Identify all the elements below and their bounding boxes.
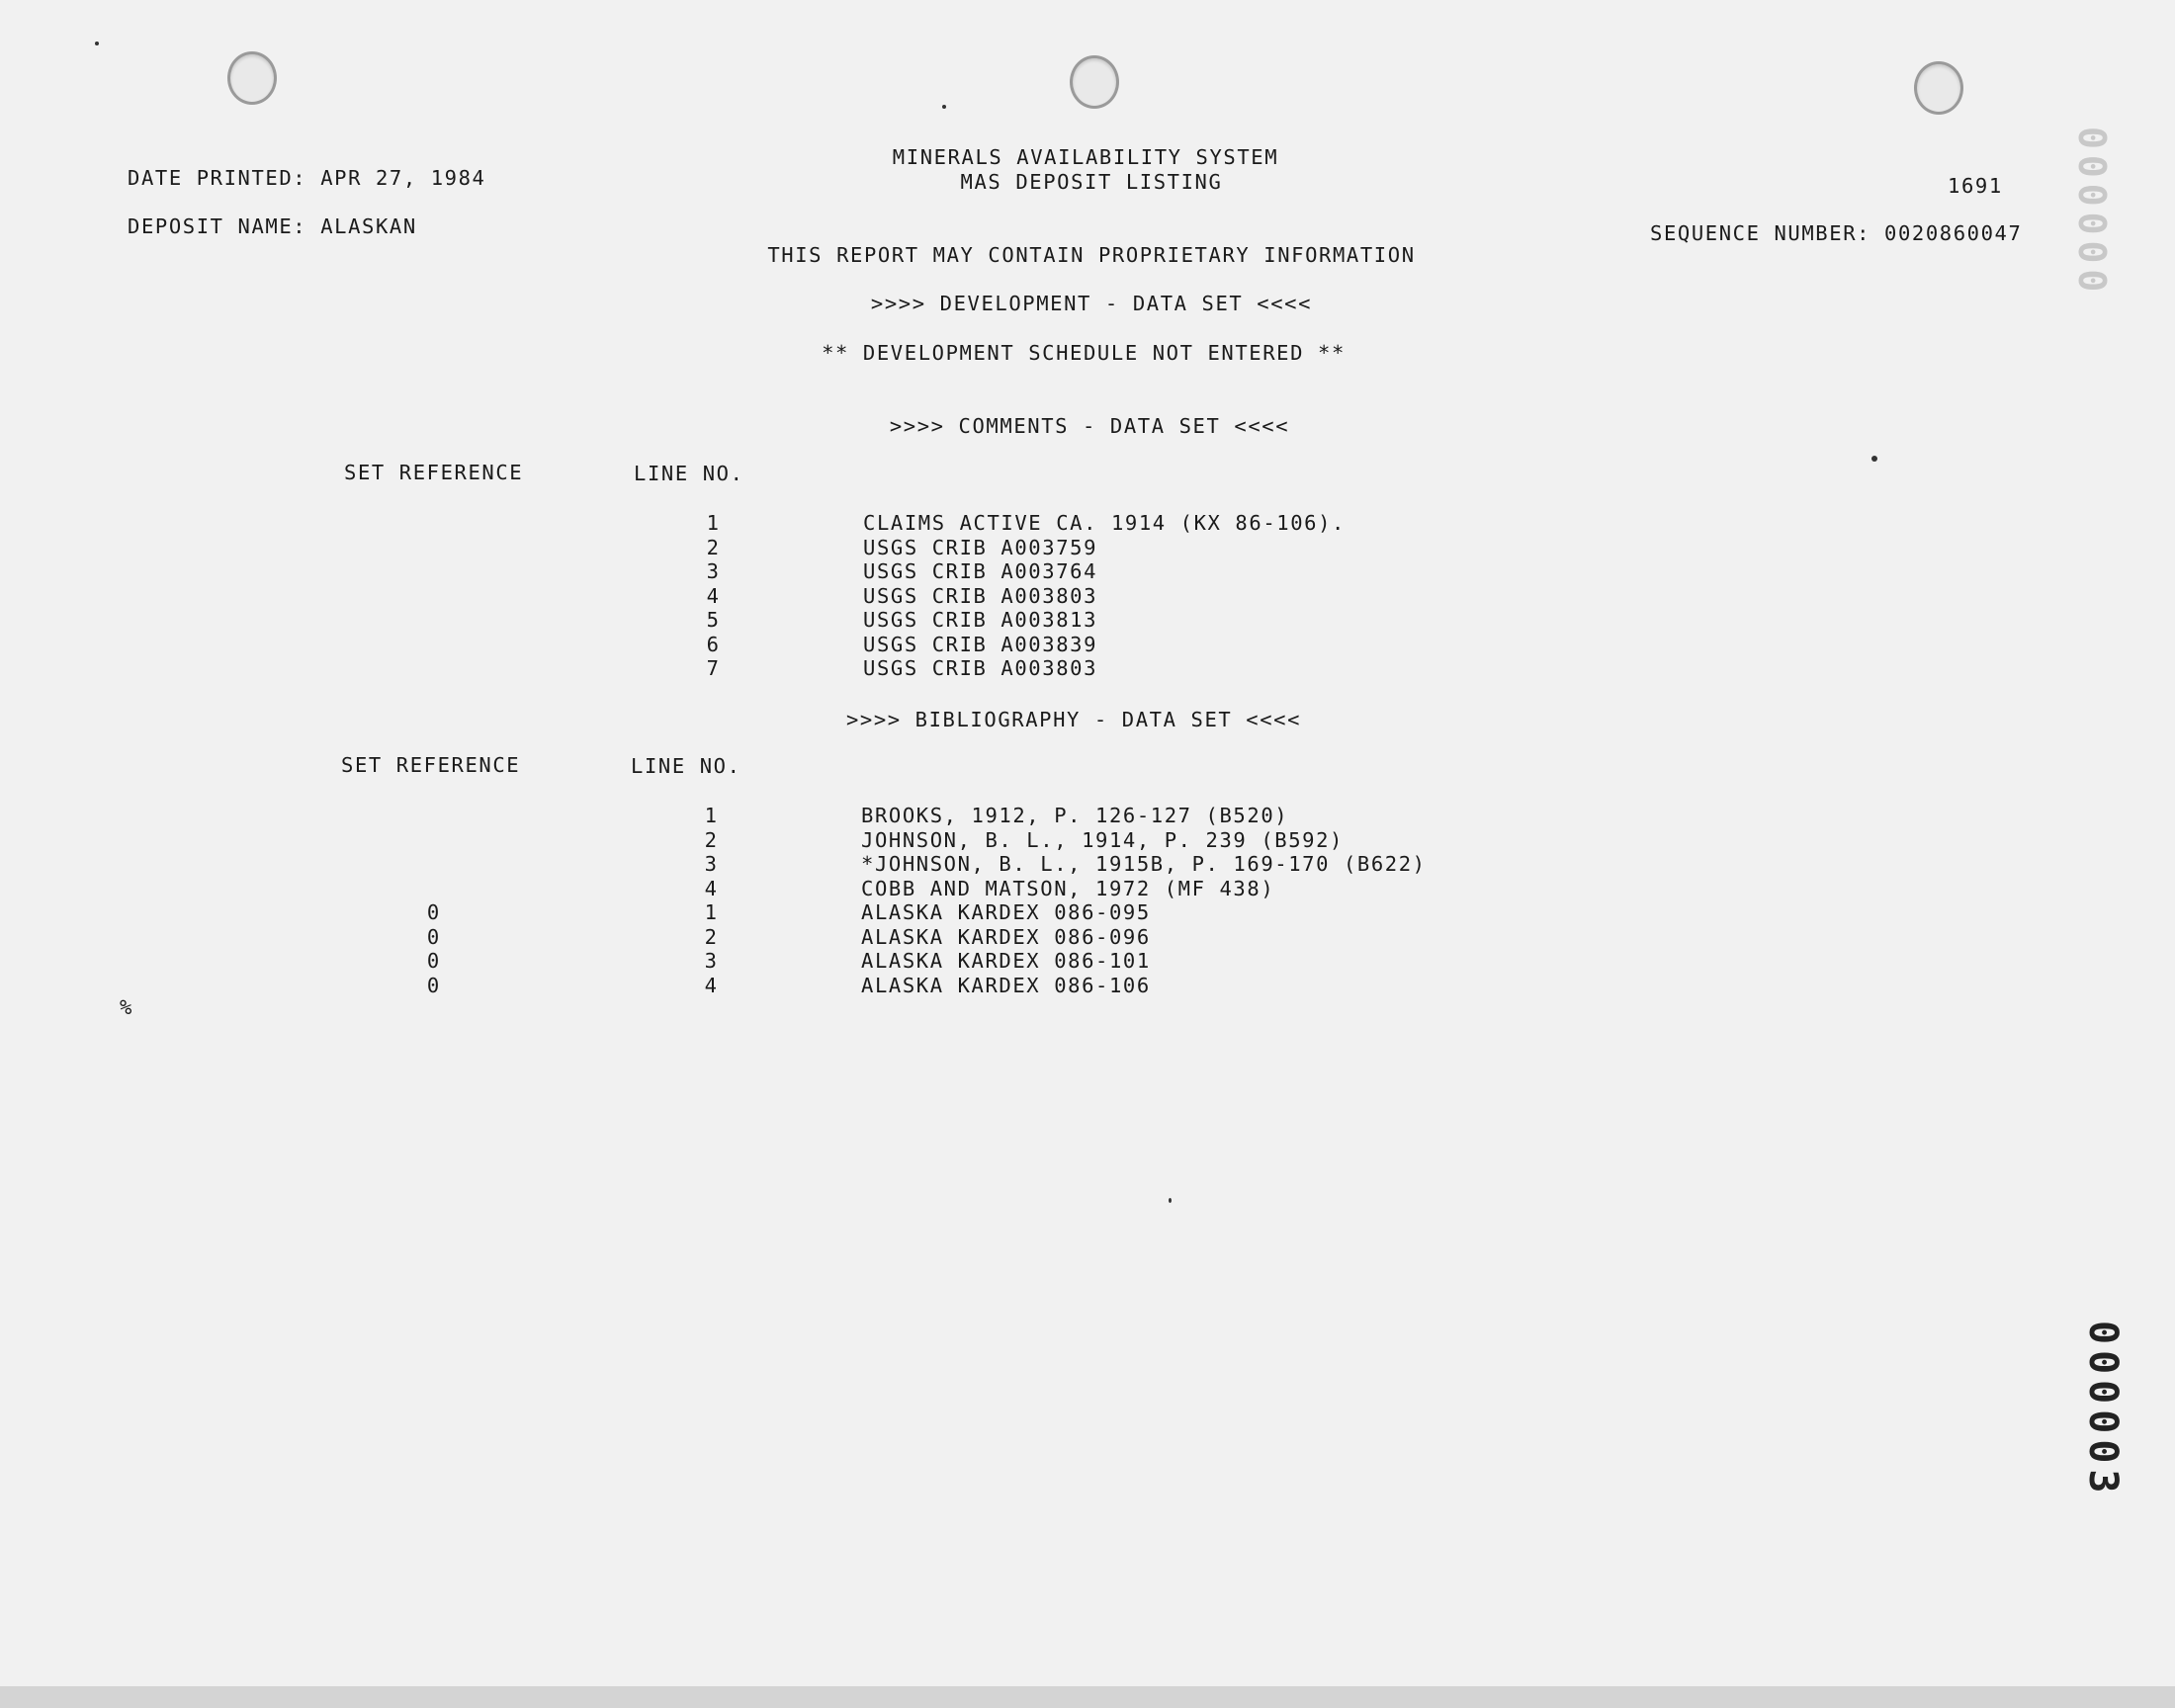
entry-text: ALASKA KARDEX 086-095 bbox=[861, 900, 1151, 924]
comments-col-line-no: LINE NO. bbox=[634, 462, 744, 485]
comments-col-set-reference: SET REFERENCE bbox=[344, 461, 524, 484]
set-reference-cell: 0 bbox=[426, 973, 440, 997]
side-stamp-bottom: 000003 bbox=[2080, 1321, 2126, 1499]
comments-heading: >>>> COMMENTS - DATA SET <<<< bbox=[889, 414, 1290, 438]
entry-text: USGS CRIB A003813 bbox=[863, 608, 1098, 632]
sequence-number: SEQUENCE NUMBER: 0020860047 bbox=[1650, 221, 2023, 245]
development-heading: >>>> DEVELOPMENT - DATA SET <<<< bbox=[870, 292, 1313, 315]
entry-text: USGS CRIB A003803 bbox=[863, 656, 1098, 680]
entry-text: USGS CRIB A003803 bbox=[863, 583, 1098, 608]
line-number-cell: 3 bbox=[704, 949, 717, 973]
set-reference-cell: 0 bbox=[426, 949, 440, 973]
punch-hole-left bbox=[227, 51, 277, 105]
punch-hole-right bbox=[1914, 61, 1963, 115]
entry-text: CLAIMS ACTIVE CA. 1914 (KX 86-106). bbox=[863, 511, 1346, 535]
speck bbox=[1871, 456, 1877, 462]
punch-hole-center bbox=[1070, 55, 1119, 109]
footer-mark: % bbox=[120, 995, 133, 1019]
system-title: MINERALS AVAILABILITY SYSTEM bbox=[892, 145, 1279, 169]
bibliography-col-set-reference: SET REFERENCE bbox=[341, 753, 521, 777]
entry-text: USGS CRIB A003764 bbox=[863, 559, 1098, 583]
set-reference-cell: 0 bbox=[426, 924, 440, 949]
page-number: 1691 bbox=[1948, 174, 2003, 198]
listing-title: MAS DEPOSIT LISTING bbox=[960, 170, 1223, 194]
line-number-cell: 4 bbox=[704, 973, 717, 997]
entry-text: USGS CRIB A003759 bbox=[863, 535, 1098, 559]
line-number-cell: 2 bbox=[704, 827, 717, 852]
date-printed: DATE PRINTED: APR 27, 1984 bbox=[128, 166, 486, 190]
line-number-cell: 4 bbox=[706, 583, 719, 608]
entry-text: ALASKA KARDEX 086-096 bbox=[861, 924, 1151, 949]
speck bbox=[95, 42, 99, 45]
line-number-cell: 2 bbox=[706, 535, 719, 559]
bibliography-col-line-no: LINE NO. bbox=[631, 754, 741, 778]
development-note: ** DEVELOPMENT SCHEDULE NOT ENTERED ** bbox=[822, 341, 1346, 365]
entry-text: ALASKA KARDEX 086-101 bbox=[861, 949, 1151, 973]
deposit-name: DEPOSIT NAME: ALASKAN bbox=[128, 214, 417, 238]
line-number-cell: 1 bbox=[704, 900, 717, 924]
line-number-cell: 7 bbox=[706, 656, 719, 680]
line-number-cell: 3 bbox=[704, 852, 717, 876]
entry-text: USGS CRIB A003839 bbox=[863, 632, 1098, 656]
line-number-cell: 1 bbox=[706, 511, 719, 535]
entry-text: JOHNSON, B. L., 1914, P. 239 (B592) bbox=[861, 827, 1344, 852]
entry-text: BROOKS, 1912, P. 126-127 (B520) bbox=[861, 804, 1289, 827]
speck bbox=[942, 105, 946, 109]
line-number-cell: 2 bbox=[704, 924, 717, 949]
line-number-cell: 4 bbox=[704, 876, 717, 900]
speck bbox=[1169, 1198, 1172, 1203]
entry-text: ALASKA KARDEX 086-106 bbox=[861, 973, 1151, 997]
proprietary-notice: THIS REPORT MAY CONTAIN PROPRIETARY INFORMATION bbox=[767, 243, 1416, 267]
entry-text: *JOHNSON, B. L., 1915B, P. 169-170 (B622) bbox=[861, 852, 1427, 876]
entry-text: COBB AND MATSON, 1972 (MF 438) bbox=[861, 876, 1275, 900]
side-stamp-top: 000000 bbox=[2070, 127, 2114, 299]
bibliography-heading: >>>> BIBLIOGRAPHY - DATA SET <<<< bbox=[845, 708, 1302, 731]
line-number-cell: 6 bbox=[706, 632, 719, 656]
line-number-cell: 3 bbox=[706, 559, 719, 583]
line-number-cell: 5 bbox=[706, 608, 719, 632]
line-number-cell: 1 bbox=[704, 804, 717, 827]
set-reference-cell: 0 bbox=[426, 900, 440, 924]
